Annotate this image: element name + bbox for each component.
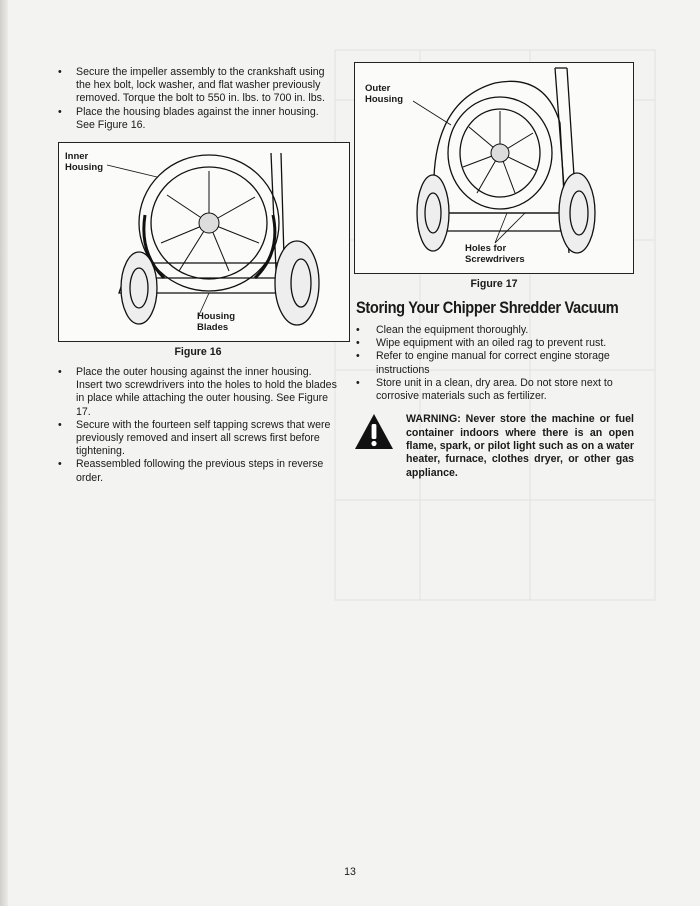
figure-17 [354,62,634,274]
storing-step-engine-manual: • Refer to engine manual for correct engine storage instructions [354,350,634,376]
section-title-storing: Storing Your Chipper Shredder Vacuum [356,298,619,317]
step-place-housing-blades: • Place the housing blades against the inner housing. See Figure 16. [56,106,340,132]
storing-step-wipe: • Wipe equipment with an oiled rag to prevent rust. [354,337,634,350]
label-outer-housing-line1: Outer [365,83,391,94]
page-edge [0,0,8,906]
label-inner-housing-line1: Inner [65,151,89,163]
figure-16-caption: Figure 16 [174,346,222,359]
step-secure-impeller: • Secure the impeller assembly to the crankshaft using the hex bolt, lock washer, and flat washer previously removed. Torque the bolt to 550 in. lbs. to 700 in. lbs. [56,66,340,106]
right-column [354,62,634,480]
page-number: 13 [344,866,356,878]
storage-warning [354,413,634,480]
label-holes-line1: Holes for [465,243,507,254]
label-holes-for-screwdrivers [465,243,525,265]
step-reassemble: • Reassembled following the previous steps in reverse order. [56,458,340,484]
step-place-outer-housing: • Place the outer housing against the inner housing. Insert two screwdrivers into the holes to hold the blades in place while attaching the outer housing. See Figure 17. [56,366,340,419]
storing-step-store-dry: • Store unit in a clean, dry area. Do not store next to corrosive materials such as fertilizer. [354,377,634,403]
label-housing-blades [197,311,235,333]
label-housing-blades-line2: Blades [197,322,229,334]
label-outer-housing-line2: Housing [365,94,403,105]
label-housing-blades-line1: Housing [197,311,235,323]
assembly-steps-bottom [56,366,340,485]
storing-step-clean: • Clean the equipment thoroughly. [354,324,634,337]
left-column [56,66,340,485]
figure-16 [58,142,350,342]
label-inner-housing-line2: Housing [65,162,103,174]
warning-text: WARNING: Never store the machine or fuel container indoors where there is an open flame, spark, or pilot light such as on a water heater, furnace, clothes dryer, or other gas appliance. [406,413,634,479]
storing-steps [354,324,634,403]
warning-triangle-icon [354,413,394,451]
label-inner-housing [65,151,103,173]
step-secure-screws: • Secure with the fourteen self tapping screws that were previously removed and insert all screws first before tightening. [56,419,340,459]
label-holes-line2: Screwdrivers [465,254,525,265]
label-outer-housing [365,83,403,105]
figure-17-caption: Figure 17 [470,278,518,290]
assembly-steps-top [56,66,340,132]
